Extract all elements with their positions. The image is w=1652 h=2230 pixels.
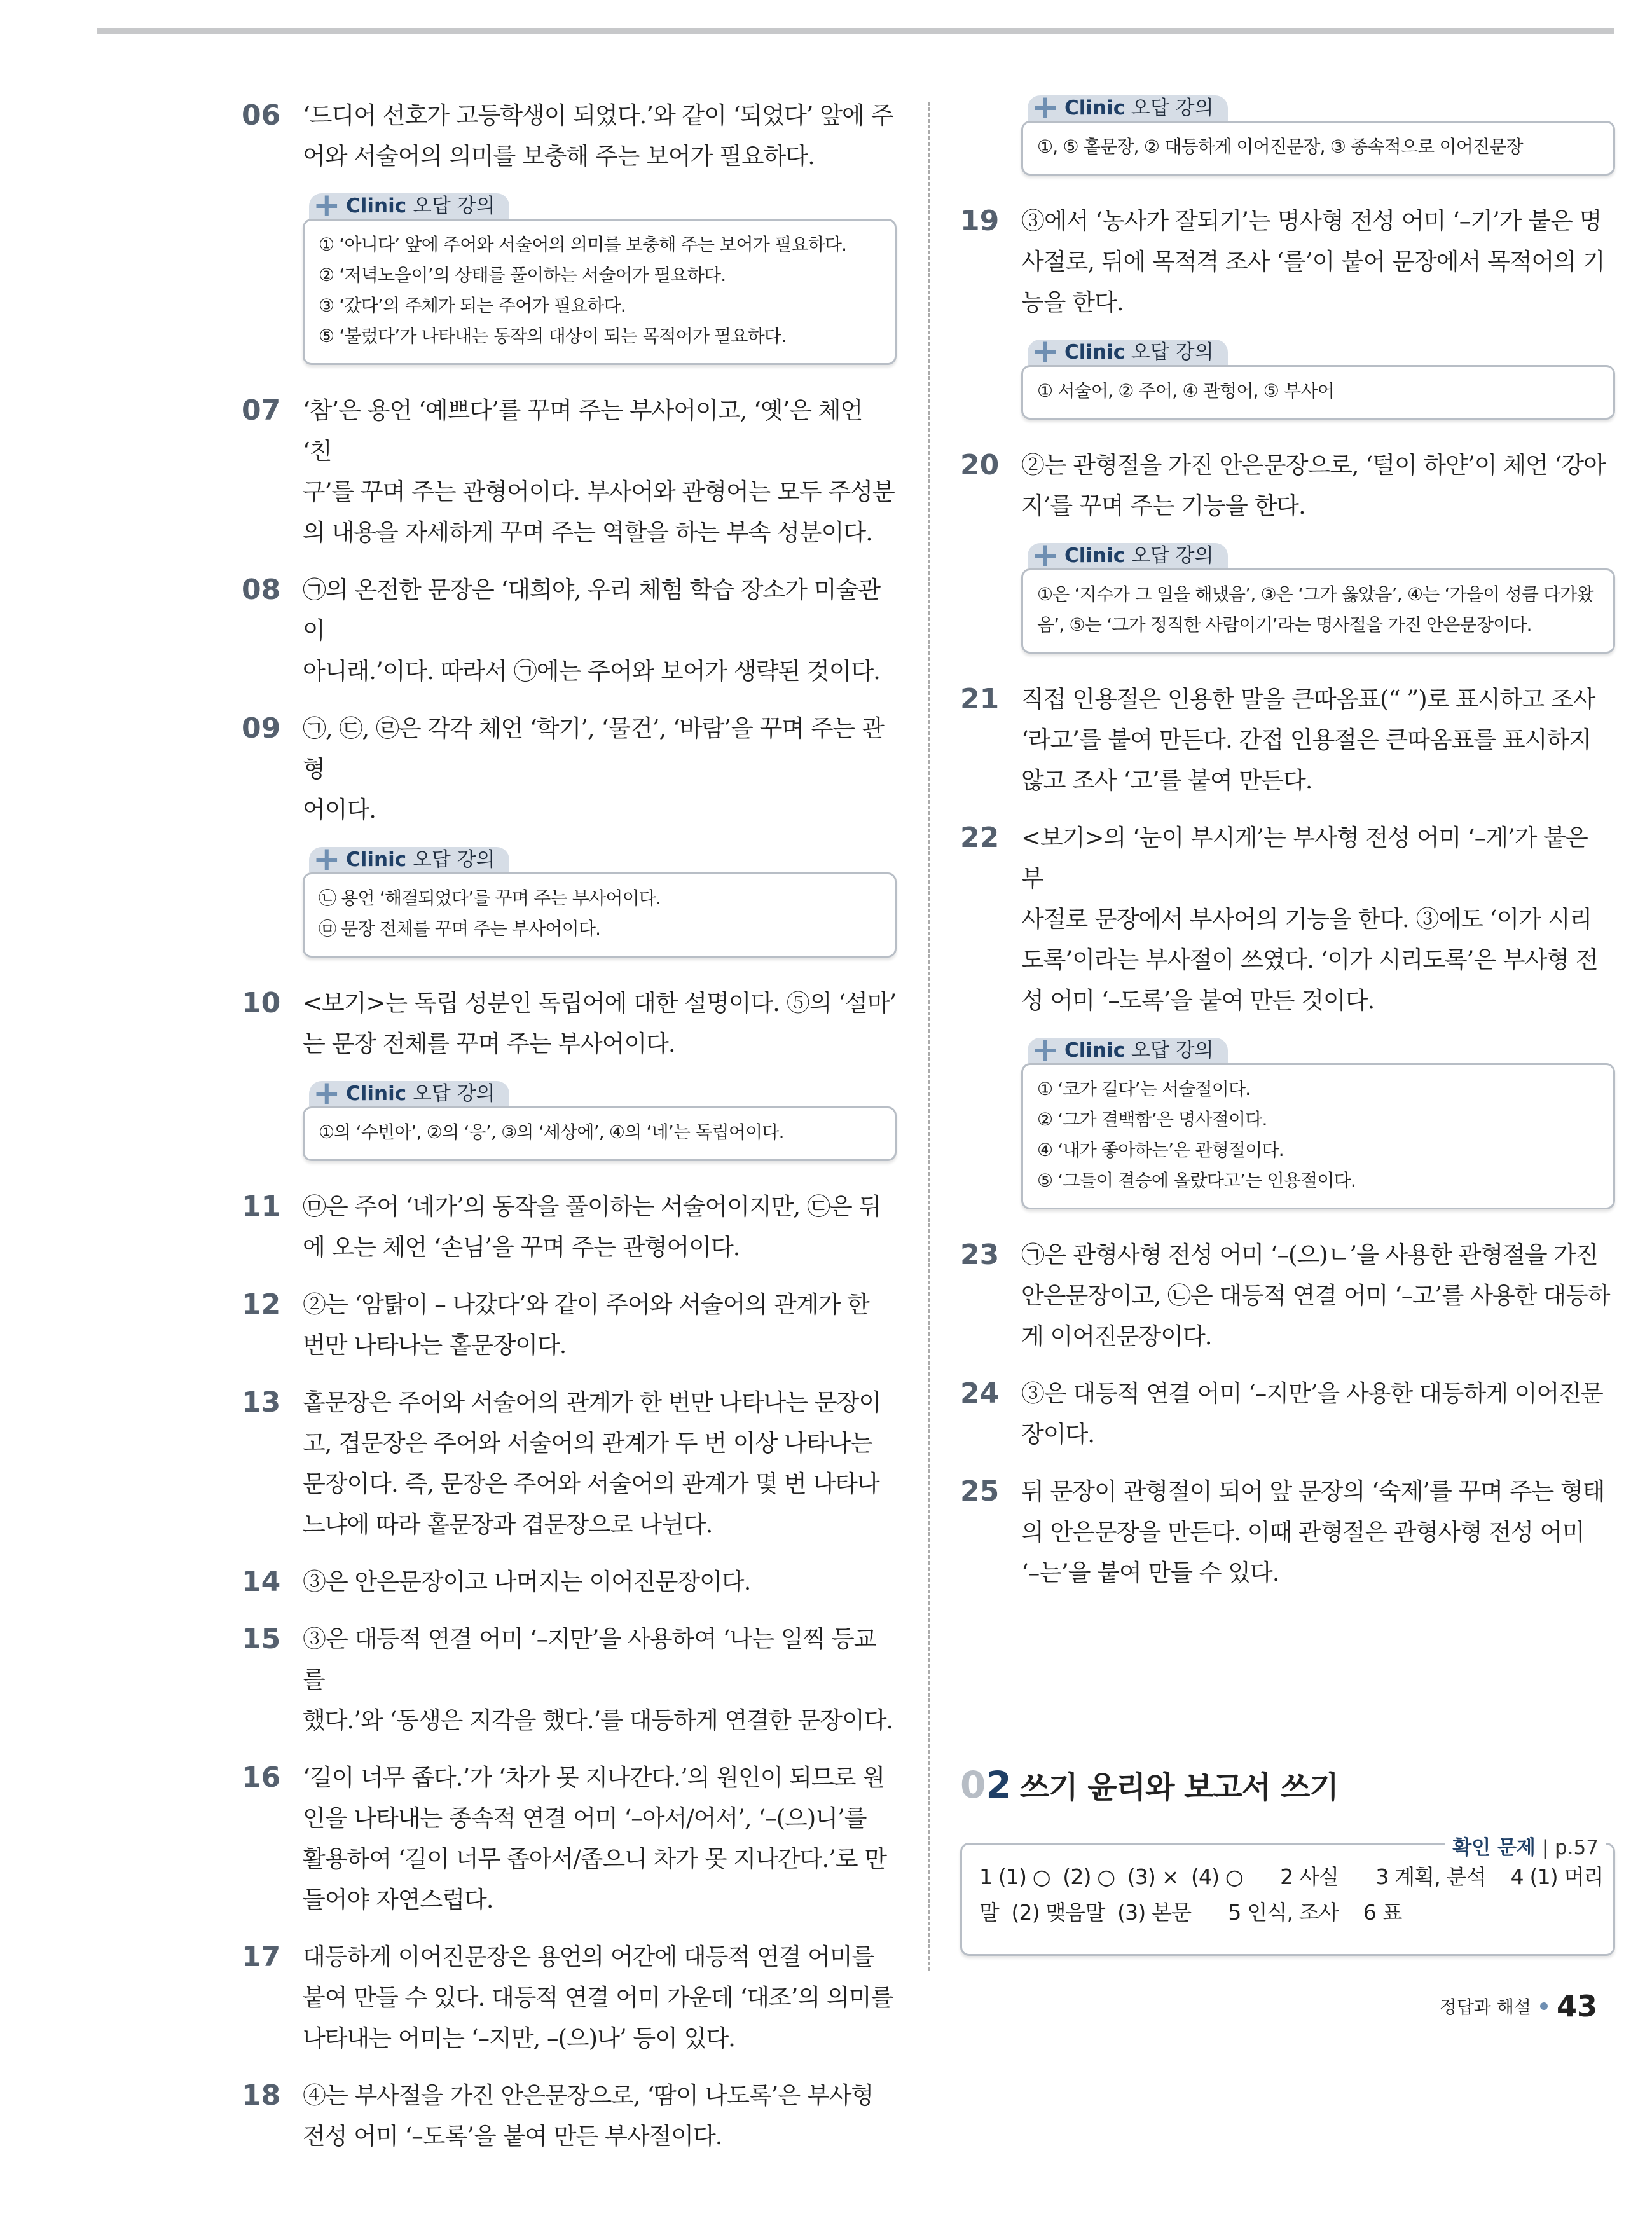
item-text [1021,1471,1615,1593]
item-line: ②는 관형절을 가진 안은문장으로, ‘털이 하얀’이 체언 ‘강아 [1021,451,1606,479]
item-number: 24 [960,1377,1000,1410]
clinic-box [303,186,897,365]
item-number: 11 [242,1190,281,1223]
confirm-line: 말 (2) 맺음말 (3) 본문 5 인식, 조사 6 표 [979,1900,1402,1925]
page-number: 43 [1556,1989,1597,2023]
item-number: 06 [242,99,281,132]
clinic-box [303,1074,897,1161]
confirm-label [1445,1831,1606,1860]
item-text [1021,679,1615,801]
item-line: 는 문장 전체를 꾸며 주는 부사어이다. [303,1030,675,1057]
item-line: ‘참’은 용언 ‘예쁘다’를 꾸며 주는 부사어이고, ‘옛’은 체언 ‘친 [303,397,863,465]
clinic-content [303,1106,897,1161]
item-line: ‘드디어 선호가 고등학생이 되었다.’와 같이 ‘되었다’ 앞에 주 [303,102,893,129]
clinic-line: ① 서술어, ② 주어, ④ 관형어, ⑤ 부사어 [1037,380,1334,401]
clinic-line: ①의 ‘수빈아’, ②의 ‘응’, ③의 ‘세상에’, ④의 ‘네’는 독립어이다. [319,1122,784,1143]
clinic-label-bold: Clinic [346,1082,407,1105]
item-text [303,1758,897,1920]
item-line: 문장이다. 즉, 문장은 주어와 서술어의 관계가 몇 번 나타나 [303,1470,879,1497]
item-line: 홑문장은 주어와 서술어의 관계가 한 번만 나타나는 문장이 [303,1389,881,1416]
item-text [1021,201,1615,323]
item-line: 활용하여 ‘길이 너무 좁아서/좁으니 차가 못 지나간다.’로 만 [303,1845,887,1873]
item-line: ③에서 ‘농사가 잘되기’는 명사형 전성 어미 ‘–기’가 붙은 명 [1021,207,1602,235]
answer-item [242,983,897,1064]
clinic-label-bold: Clinic [1064,341,1125,364]
item-line: ㉠, ㉢, ㉣은 각각 체언 ‘학기’, ‘물건’, ‘바람’을 꾸며 주는 관형 [303,715,884,783]
answer-item [242,1937,897,2059]
item-line: 게 이어진문장이다. [1021,1323,1212,1350]
item-line: ③은 대등적 연결 어미 ‘–지만’을 사용하여 ‘나는 일찍 등교를 [303,1625,876,1693]
clinic-label: 오답 강의 [406,195,495,217]
answer-item [960,1373,1615,1455]
item-line: ③은 대등적 연결 어미 ‘–지만’을 사용한 대등하게 이어진문 [1021,1380,1603,1407]
item-line: ㉠의 온전한 문장은 ‘대희야, 우리 체험 학습 장소가 미술관이 [303,576,880,644]
confirm-page-ref: p.57 [1555,1836,1599,1859]
clinic-label-bold: Clinic [346,195,407,217]
item-text [303,1382,897,1545]
clinic-tab [309,840,509,878]
item-number: 15 [242,1623,281,1655]
answer-item [242,2075,897,2157]
answer-item [242,390,897,553]
item-text [1021,445,1615,527]
item-line: <보기>의 ‘눈이 부시게’는 부사형 전성 어미 ‘–게’가 붙은 부 [1021,824,1588,892]
item-line: 했다.’와 ‘동생은 지각을 했다.’를 대등하게 연결한 문장이다. [303,1707,893,1734]
clinic-label: 오답 강의 [406,1082,495,1105]
clinic-line: 음’, ⑤는 ‘그가 정직한 사람이기’라는 명사절을 가진 안은문장이다. [1037,614,1532,635]
item-line: 직접 인용절은 인용한 말을 큰따옴표(“ ”)로 표시하고 조사 [1021,685,1595,713]
item-line: ㉤은 주어 ‘네가’의 동작을 풀이하는 서술어이지만, ㉢은 뒤 [303,1193,881,1220]
clinic-tab [309,186,509,224]
item-line: 장이다. [1021,1421,1094,1448]
answer-item [242,708,897,830]
clinic-content [303,872,897,958]
clinic-line: ㉡ 용언 ‘해결되었다’를 꾸며 주는 부사어이다. [319,888,661,909]
page-footer [1440,1989,1597,2023]
item-line: 전성 어미 ‘–도록’을 붙여 만든 부사절이다. [303,2123,722,2150]
clinic-content [1021,365,1615,420]
plus-icon: + [1031,88,1059,127]
footer-label: 정답과 해설 [1439,1997,1531,2018]
item-line: 대등하게 이어진문장은 용언의 어간에 대등적 연결 어미를 [303,1943,874,1971]
item-text [303,390,897,553]
item-number: 23 [960,1239,1000,1271]
clinic-line: ㉤ 문장 전체를 꾸며 주는 부사어이다. [319,918,601,939]
clinic-tab [1028,88,1228,127]
clinic-label: 오답 강의 [1125,544,1214,567]
clinic-content [1021,121,1615,176]
confirm-answers [979,1859,1609,1931]
clinic-label-bold: Clinic [1064,97,1125,120]
item-text [1021,818,1615,1021]
item-number: 12 [242,1288,281,1321]
clinic-box [303,840,897,958]
item-line: 어이다. [303,796,376,823]
right-column [960,88,1615,1610]
item-line: ‘–는’을 붙여 만들 수 있다. [1021,1559,1279,1586]
clinic-line: ⑤ ‘그들이 결승에 올랐다고’는 인용절이다. [1037,1170,1356,1191]
clinic-content [303,219,897,365]
clinic-line: ①, ⑤ 홑문장, ② 대등하게 이어진문장, ③ 종속적으로 이어진문장 [1037,136,1523,157]
item-text [303,570,897,692]
section-title: 쓰기 윤리와 보고서 쓰기 [1019,1770,1339,1805]
answer-item [242,1619,897,1741]
right-items [960,201,1615,1593]
clinic-tab [1028,1031,1228,1069]
left-column [242,95,897,2173]
clinic-line: ①은 ‘지수가 그 일을 해냈음’, ③은 ‘그가 옳았음’, ④는 ‘가을이 성큼 다가왔 [1037,584,1593,605]
item-line: ③은 안은문장이고 나머지는 이어진문장이다. [303,1568,751,1595]
item-number: 16 [242,1761,281,1794]
item-number: 09 [242,712,281,745]
clinic-line: ② ‘그가 결백함’은 명사절이다. [1037,1109,1267,1130]
answer-item [960,679,1615,801]
clinic-content [1021,568,1615,654]
item-text [303,1619,897,1741]
item-line: ②는 ‘암탉이 – 나갔다’와 같이 주어와 서술어의 관계가 한 [303,1291,869,1318]
clinic-line: ③ ‘갔다’의 주체가 되는 주어가 필요하다. [319,295,626,316]
item-line: 고, 겹문장은 주어와 서술어의 관계가 두 번 이상 나타나는 [303,1429,872,1457]
item-text [303,2075,897,2157]
item-number: 17 [242,1941,281,1973]
item-number: 21 [960,683,1000,715]
item-number: 08 [242,574,281,606]
item-line: 지’를 꾸며 주는 기능을 한다. [1021,492,1305,520]
plus-icon: + [1031,536,1059,574]
plus-icon: + [313,186,341,224]
confirm-separator: | [1541,1836,1549,1859]
section-heading [960,1763,1339,1807]
item-number: 13 [242,1386,281,1419]
item-text [1021,1373,1615,1455]
answer-item [242,570,897,692]
clinic-line: ① ‘코가 길다’는 서술절이다. [1037,1078,1251,1099]
column-divider [928,102,930,1971]
answer-item [242,1562,897,1602]
item-line: ‘길이 너무 좁다.’가 ‘차가 못 지나간다.’의 원인이 되므로 원 [303,1764,885,1791]
clinic-content [1021,1063,1615,1209]
answer-item [960,1471,1615,1593]
section-number-dark: 2 [986,1763,1012,1807]
item-line: 붙여 만들 수 있다. 대등적 연결 어미 가운데 ‘대조’의 의미를 [303,1984,893,2011]
answer-item [960,445,1615,527]
item-number: 10 [242,987,281,1019]
clinic-box [1021,536,1615,654]
plus-icon: + [1031,1031,1059,1069]
plus-icon: + [313,840,341,878]
clinic-tab [309,1074,509,1112]
clinic-box [1021,1031,1615,1209]
clinic-tab [1028,333,1228,371]
answer-item [960,201,1615,323]
clinic-box [1021,333,1615,420]
clinic-line: ④ ‘내가 좋아하는’은 관형절이다. [1037,1139,1284,1160]
item-line: 들어야 자연스럽다. [303,1886,493,1913]
item-number: 18 [242,2079,281,2112]
plus-icon: + [313,1074,341,1112]
top-rule [97,28,1614,34]
item-text [303,983,897,1064]
item-line: 도록’이라는 부사절이 쓰였다. ‘이가 시리도록’은 부사형 전 [1021,946,1598,974]
item-text [303,1284,897,1366]
item-line: 어와 서술어의 의미를 보충해 주는 보어가 필요하다. [303,142,815,170]
item-line: <보기>는 독립 성분인 독립어에 대한 설명이다. ⑤의 ‘설마’ [303,989,897,1017]
item-line: 사절로, 뒤에 목적격 조사 ‘를’이 붙어 문장에서 목적어의 기 [1021,248,1605,275]
item-line: 않고 조사 ‘고’를 붙여 만든다. [1021,767,1312,794]
item-line: 뒤 문장이 관형절이 되어 앞 문장의 ‘숙제’를 꾸며 주는 형태 [1021,1478,1605,1505]
clinic-line: ② ‘저녁노을이’의 상태를 풀이하는 서술어가 필요하다. [319,265,726,286]
item-text [303,1187,897,1268]
item-number: 07 [242,394,281,427]
item-text [303,95,897,177]
clinic-line: ① ‘아니다’ 앞에 주어와 서술어의 의미를 보충해 주는 보어가 필요하다. [319,234,847,255]
item-line: ④는 부사절을 가진 안은문장으로, ‘땀이 나도록’은 부사형 [303,2082,874,2109]
item-line: 성 어미 ‘–도록’을 붙여 만든 것이다. [1021,987,1375,1014]
answer-item [960,1235,1615,1357]
clinic-label: 오답 강의 [1125,1039,1214,1062]
item-text [303,708,897,830]
item-line: ‘라고’를 붙여 만든다. 간접 인용절은 큰따옴표를 표시하지 [1021,726,1591,754]
item-line: 안은문장이고, ㉡은 대등적 연결 어미 ‘–고’를 사용한 대등하 [1021,1282,1610,1309]
item-number: 20 [960,449,1000,481]
clinic-label: 오답 강의 [1125,97,1214,120]
item-line: 에 오는 체언 ‘손님’을 꾸며 주는 관형어이다. [303,1234,740,1261]
clinic-box [1021,88,1615,176]
clinic-label-bold: Clinic [346,848,407,871]
answer-item [960,818,1615,1021]
confirm-label-title: 확인 문제 [1452,1836,1536,1859]
item-number: 14 [242,1566,281,1598]
item-text [1021,1235,1615,1357]
answer-item [242,1758,897,1920]
answer-item [242,1382,897,1545]
item-number: 22 [960,822,1000,854]
item-line: 의 안은문장을 만든다. 이때 관형절은 관형사형 전성 어미 [1021,1518,1585,1546]
plus-icon: + [1031,333,1059,371]
clinic-label: 오답 강의 [406,848,495,871]
item-line: 번만 나타나는 홑문장이다. [303,1332,567,1359]
item-line: 사절로 문장에서 부사어의 기능을 한다. ③에도 ‘이가 시리 [1021,905,1592,933]
item-line: 나타내는 어미는 ‘–지만, –(으)나’ 등이 있다. [303,2025,735,2052]
item-line: 구’를 꾸며 주는 관형어이다. 부사어와 관형어는 모두 주성분 [303,478,895,506]
item-number: 19 [960,205,1000,237]
section-number-light: 0 [960,1763,986,1807]
item-line: ㉠은 관형사형 전성 어미 ‘–(으)ㄴ’을 사용한 관형절을 가진 [1021,1241,1598,1269]
item-line: 능을 한다. [1021,289,1124,316]
item-number: 25 [960,1475,1000,1508]
item-line: 아니래.’이다. 따라서 ㉠에는 주어와 보어가 생략된 것이다. [303,657,880,685]
answer-item [242,95,897,177]
item-line: 의 내용을 자세하게 꾸며 주는 역할을 하는 부속 성분이다. [303,519,872,546]
clinic-line: ⑤ ‘불렀다’가 나타내는 동작의 대상이 되는 목적어가 필요하다. [319,326,787,347]
clinic-tab [1028,536,1228,574]
clinic-label-bold: Clinic [1064,544,1125,567]
item-line: 인을 나타내는 종속적 연결 어미 ‘–아서/어서’, ‘–(으)니’를 [303,1805,867,1832]
item-text [303,1937,897,2059]
item-line: 느냐에 따라 홑문장과 겹문장으로 나뉜다. [303,1511,713,1538]
answer-item [242,1187,897,1268]
right-top-clinic-holder [960,88,1615,176]
confirm-line: 1 (1) ○ (2) ○ (3) × (4) ○ 2 사실 3 계획, 분석 4 (1) 머리 [979,1864,1604,1889]
clinic-label-bold: Clinic [1064,1039,1125,1062]
answer-item [242,1284,897,1366]
item-text [303,1562,897,1602]
clinic-label: 오답 강의 [1125,341,1214,364]
footer-dot-icon [1540,2002,1548,2010]
